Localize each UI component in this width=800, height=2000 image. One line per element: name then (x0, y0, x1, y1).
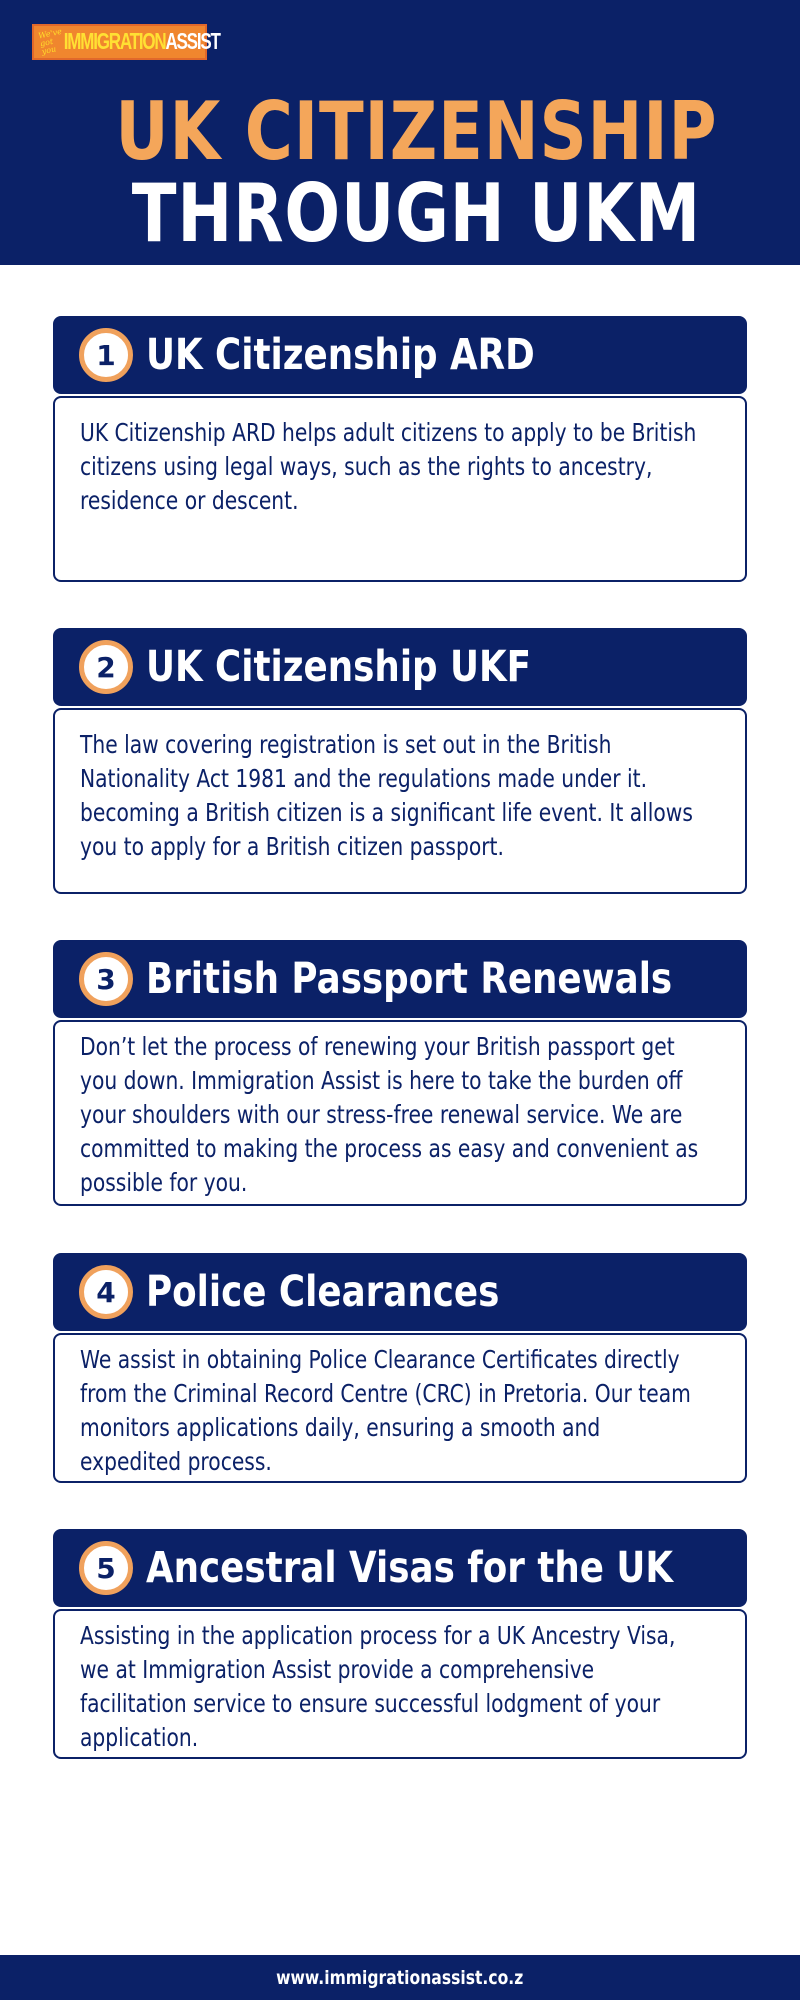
section-number-badge: 4 (79, 1265, 133, 1319)
section-title: Police Clearances (146, 1267, 500, 1317)
brand-logo[interactable] (32, 24, 220, 60)
section-body (53, 1333, 747, 1483)
section-number-badge: 5 (79, 1541, 133, 1595)
section-title: UK Citizenship UKF (146, 642, 532, 692)
section-card-4 (53, 1253, 747, 1483)
section-title: British Passport Renewals (146, 954, 673, 1004)
section-text: Assisting in the application process for a UK Ancestry Visa, we at Immigration Assist provide a comprehensive facilitation service to ensure successful lodgment of your application. (80, 1621, 676, 1752)
footer-bar (0, 1955, 800, 2000)
section-header (53, 1253, 747, 1331)
page-title-line1: UK CITIZENSHIP (115, 85, 718, 178)
logo-tagline: We've got you (37, 26, 63, 57)
section-body (53, 1609, 747, 1759)
section-number-badge: 1 (79, 328, 133, 382)
logo-word-assist: ASSIST (165, 28, 220, 55)
section-card-5 (53, 1529, 747, 1759)
section-header (53, 940, 747, 1018)
section-title: UK Citizenship ARD (146, 330, 535, 380)
section-body (53, 1020, 747, 1206)
website-link[interactable]: www.immigrationassist.co.z (276, 1966, 524, 1989)
section-card-2 (53, 628, 747, 894)
header-banner (0, 0, 800, 265)
section-header (53, 316, 747, 394)
section-text: The law covering registration is set out in the British Nationality Act 1981 and the regulations made under it. becoming a British citizen is a significant life event. It allows you to apply for a British citizen passport. (80, 730, 693, 861)
section-number-badge: 3 (79, 952, 133, 1006)
section-header (53, 1529, 747, 1607)
section-title: Ancestral Visas for the UK (146, 1543, 674, 1593)
section-number-badge: 2 (79, 640, 133, 694)
section-text: Don’t let the process of renewing your British passport get you down. Immigration Assist is here to take the burden off your shoulders with our stress-free renewal service. We are committed to making the process as easy and convenient as possible for you. (80, 1032, 699, 1197)
logo-word-immigration: IMMIGRATION (63, 28, 166, 55)
section-card-3 (53, 940, 747, 1206)
section-card-1 (53, 316, 747, 582)
section-text: UK Citizenship ARD helps adult citizens to apply to be British citizens using legal ways, such as the rights to ancestry, residence or descent. (80, 418, 697, 515)
section-text: We assist in obtaining Police Clearance Certificates directly from the Criminal Record Centre (CRC) in Pretoria. Our team monitors applications daily, ensuring a smooth and expedited process. (80, 1345, 691, 1476)
page-title-line2: THROUGH UKM (131, 167, 701, 260)
section-header (53, 628, 747, 706)
section-body (53, 708, 747, 894)
section-body (53, 396, 747, 582)
